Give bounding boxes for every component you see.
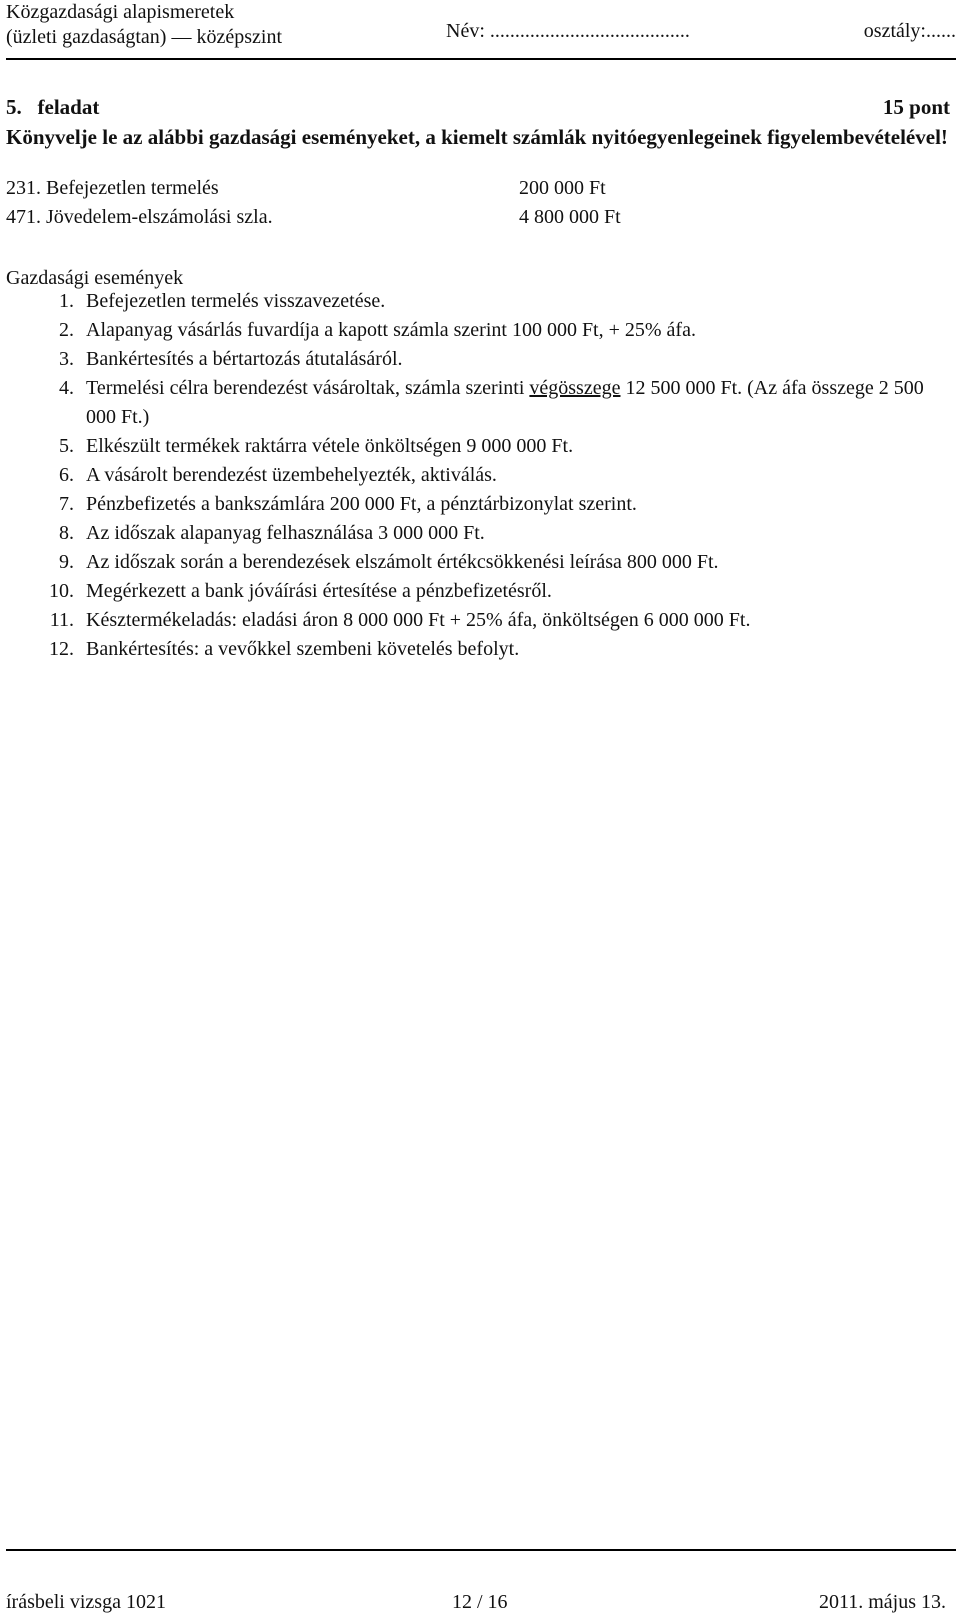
footer-divider [6, 1549, 956, 1551]
event-number: 12. [49, 638, 74, 660]
task-title: 5. feladat [6, 95, 100, 119]
event-text-part: Termelési célra berendezést vásároltak, számla szerinti [86, 377, 530, 399]
events-title: Gazdasági események [6, 267, 184, 289]
task-points: 15 pont [882, 95, 950, 119]
event-text-underlined: végösszege [529, 377, 621, 399]
event-number: 11. [49, 609, 74, 631]
footer-date: 2011. május 13. [818, 1591, 946, 1613]
event-number: 9. [59, 551, 74, 573]
event-number: 6. [59, 464, 74, 486]
event-text: Befejezetlen termelés visszavezetése. [86, 290, 386, 312]
account-471-value: 4 800 000 Ft [519, 206, 621, 228]
task-instruction: Könyvelje le az alábbi gazdasági eseményeket, a kiemelt számlák nyitóegyenlegeinek figyelembevételével! [6, 125, 948, 149]
event-text [86, 374, 931, 432]
event-number: 10. [49, 580, 74, 602]
event-text-part: 12 500 000 Ft. (Az áfa összege 2 500 000 Ft.) [86, 377, 924, 428]
event-text: Pénzbefizetés a bankszámlára 200 000 Ft, a pénztárbizonylat szerint. [86, 493, 637, 515]
event-number: 1. [59, 290, 74, 312]
event-text: A vásárolt berendezést üzembehelyezték, aktiválás. [86, 464, 497, 486]
event-text: Bankértesítés a bértartozás átutalásáról. [86, 348, 403, 370]
class-field: osztály:...... [863, 20, 956, 42]
event-text: Bankértesítés: a vevőkkel szembeni követelés befolyt. [86, 638, 520, 660]
event-number: 8. [59, 522, 74, 544]
account-231-name: 231. Befejezetlen termelés [6, 177, 219, 199]
subject-line-1: Közgazdasági alapismeretek [6, 1, 235, 23]
footer-exam-label: írásbeli vizsga 1021 [6, 1591, 166, 1613]
footer-page-number: 12 / 16 [452, 1591, 508, 1613]
header-divider [6, 58, 956, 60]
event-text: Alapanyag vásárlás fuvardíja a kapott számla szerint 100 000 Ft, + 25% áfa. [86, 319, 696, 341]
event-number: 5. [59, 435, 74, 457]
event-text: Megérkezett a bank jóváírási értesítése a pénzbefizetésről. [86, 580, 552, 602]
event-text: Az időszak alapanyag felhasználása 3 000 000 Ft. [86, 522, 485, 544]
event-number: 3. [59, 348, 74, 370]
page-header-subject [6, 0, 282, 50]
event-text: Elkészült termékek raktárra vétele önköltségen 9 000 000 Ft. [86, 435, 574, 457]
event-number: 2. [59, 319, 74, 341]
event-text: Késztermékeladás: eladási áron 8 000 000 Ft + 25% áfa, önköltségen 6 000 000 Ft. [86, 609, 751, 631]
subject-line-2: (üzleti gazdaságtan) — középszint [6, 26, 282, 48]
event-text: Az időszak során a berendezések elszámolt értékcsökkenési leírása 800 000 Ft. [86, 551, 719, 573]
name-field: Név: ........................................ [446, 20, 690, 42]
account-471-name: 471. Jövedelem-elszámolási szla. [6, 206, 273, 228]
account-231-value: 200 000 Ft [519, 177, 606, 199]
event-number: 7. [59, 493, 74, 515]
event-number: 4. [59, 377, 74, 399]
